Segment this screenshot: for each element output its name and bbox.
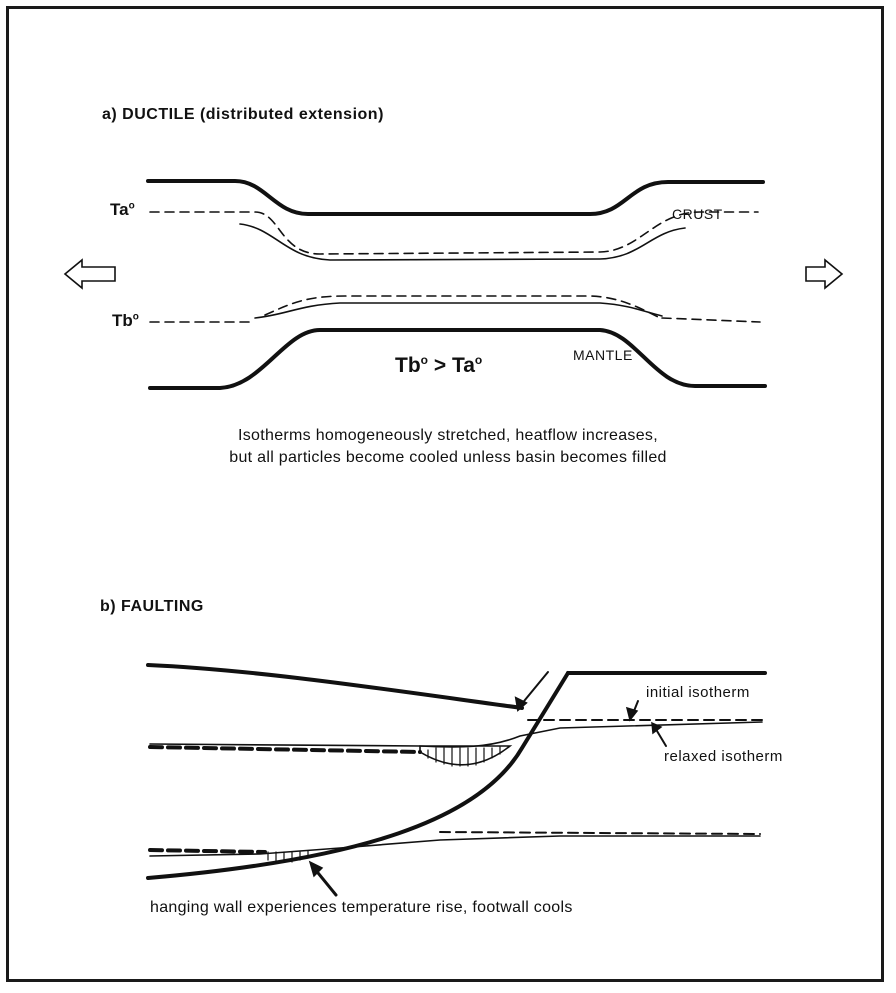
crust-label: CRUST (672, 206, 723, 222)
tb-label: Tb$^o$ (112, 311, 139, 330)
left-extension-arrow (65, 260, 115, 288)
relaxed-isotherm-upper (150, 722, 762, 747)
hatched-region-upper (420, 746, 510, 765)
hanging-wall-surface (148, 665, 522, 708)
right-extension-arrow (806, 260, 842, 288)
ductile-caption-line2: but all particles become cooled unless basin becomes filled (229, 449, 667, 466)
tb-isotherm-stretched (255, 303, 662, 318)
initial-isotherm-pointer-head (627, 708, 637, 720)
crust-top-surface (148, 181, 763, 214)
tb-isotherm-initial (150, 318, 760, 322)
tb-isotherm-dashed-upper (265, 296, 660, 318)
relaxed-isotherm-label: relaxed isotherm (664, 748, 783, 765)
ta-label: Ta$^o$ (110, 200, 135, 219)
initial-isotherm-label: initial isotherm (646, 684, 750, 701)
initial-isotherm-lower (440, 832, 760, 834)
temperature-inequality: Tb$^o$ > Ta$^o$ (395, 353, 483, 377)
hanging-wall-isotherm-lower (150, 850, 265, 852)
faulting-panel-title: b) FAULTING (100, 598, 204, 615)
crust-base-upper (240, 224, 685, 260)
hanging-wall-isotherm-upper (150, 747, 420, 752)
mantle-label: MANTLE (573, 347, 633, 363)
ductile-panel-title: a) DUCTILE (distributed extension) (102, 106, 384, 123)
faulting-caption: hanging wall experiences temperature rise, footwall cools (150, 899, 573, 916)
ductile-caption-line1: Isotherms homogeneously stretched, heatflow increases, (238, 427, 658, 444)
hatch-lines-upper (428, 747, 500, 766)
fault-slip-arrow (520, 672, 548, 706)
